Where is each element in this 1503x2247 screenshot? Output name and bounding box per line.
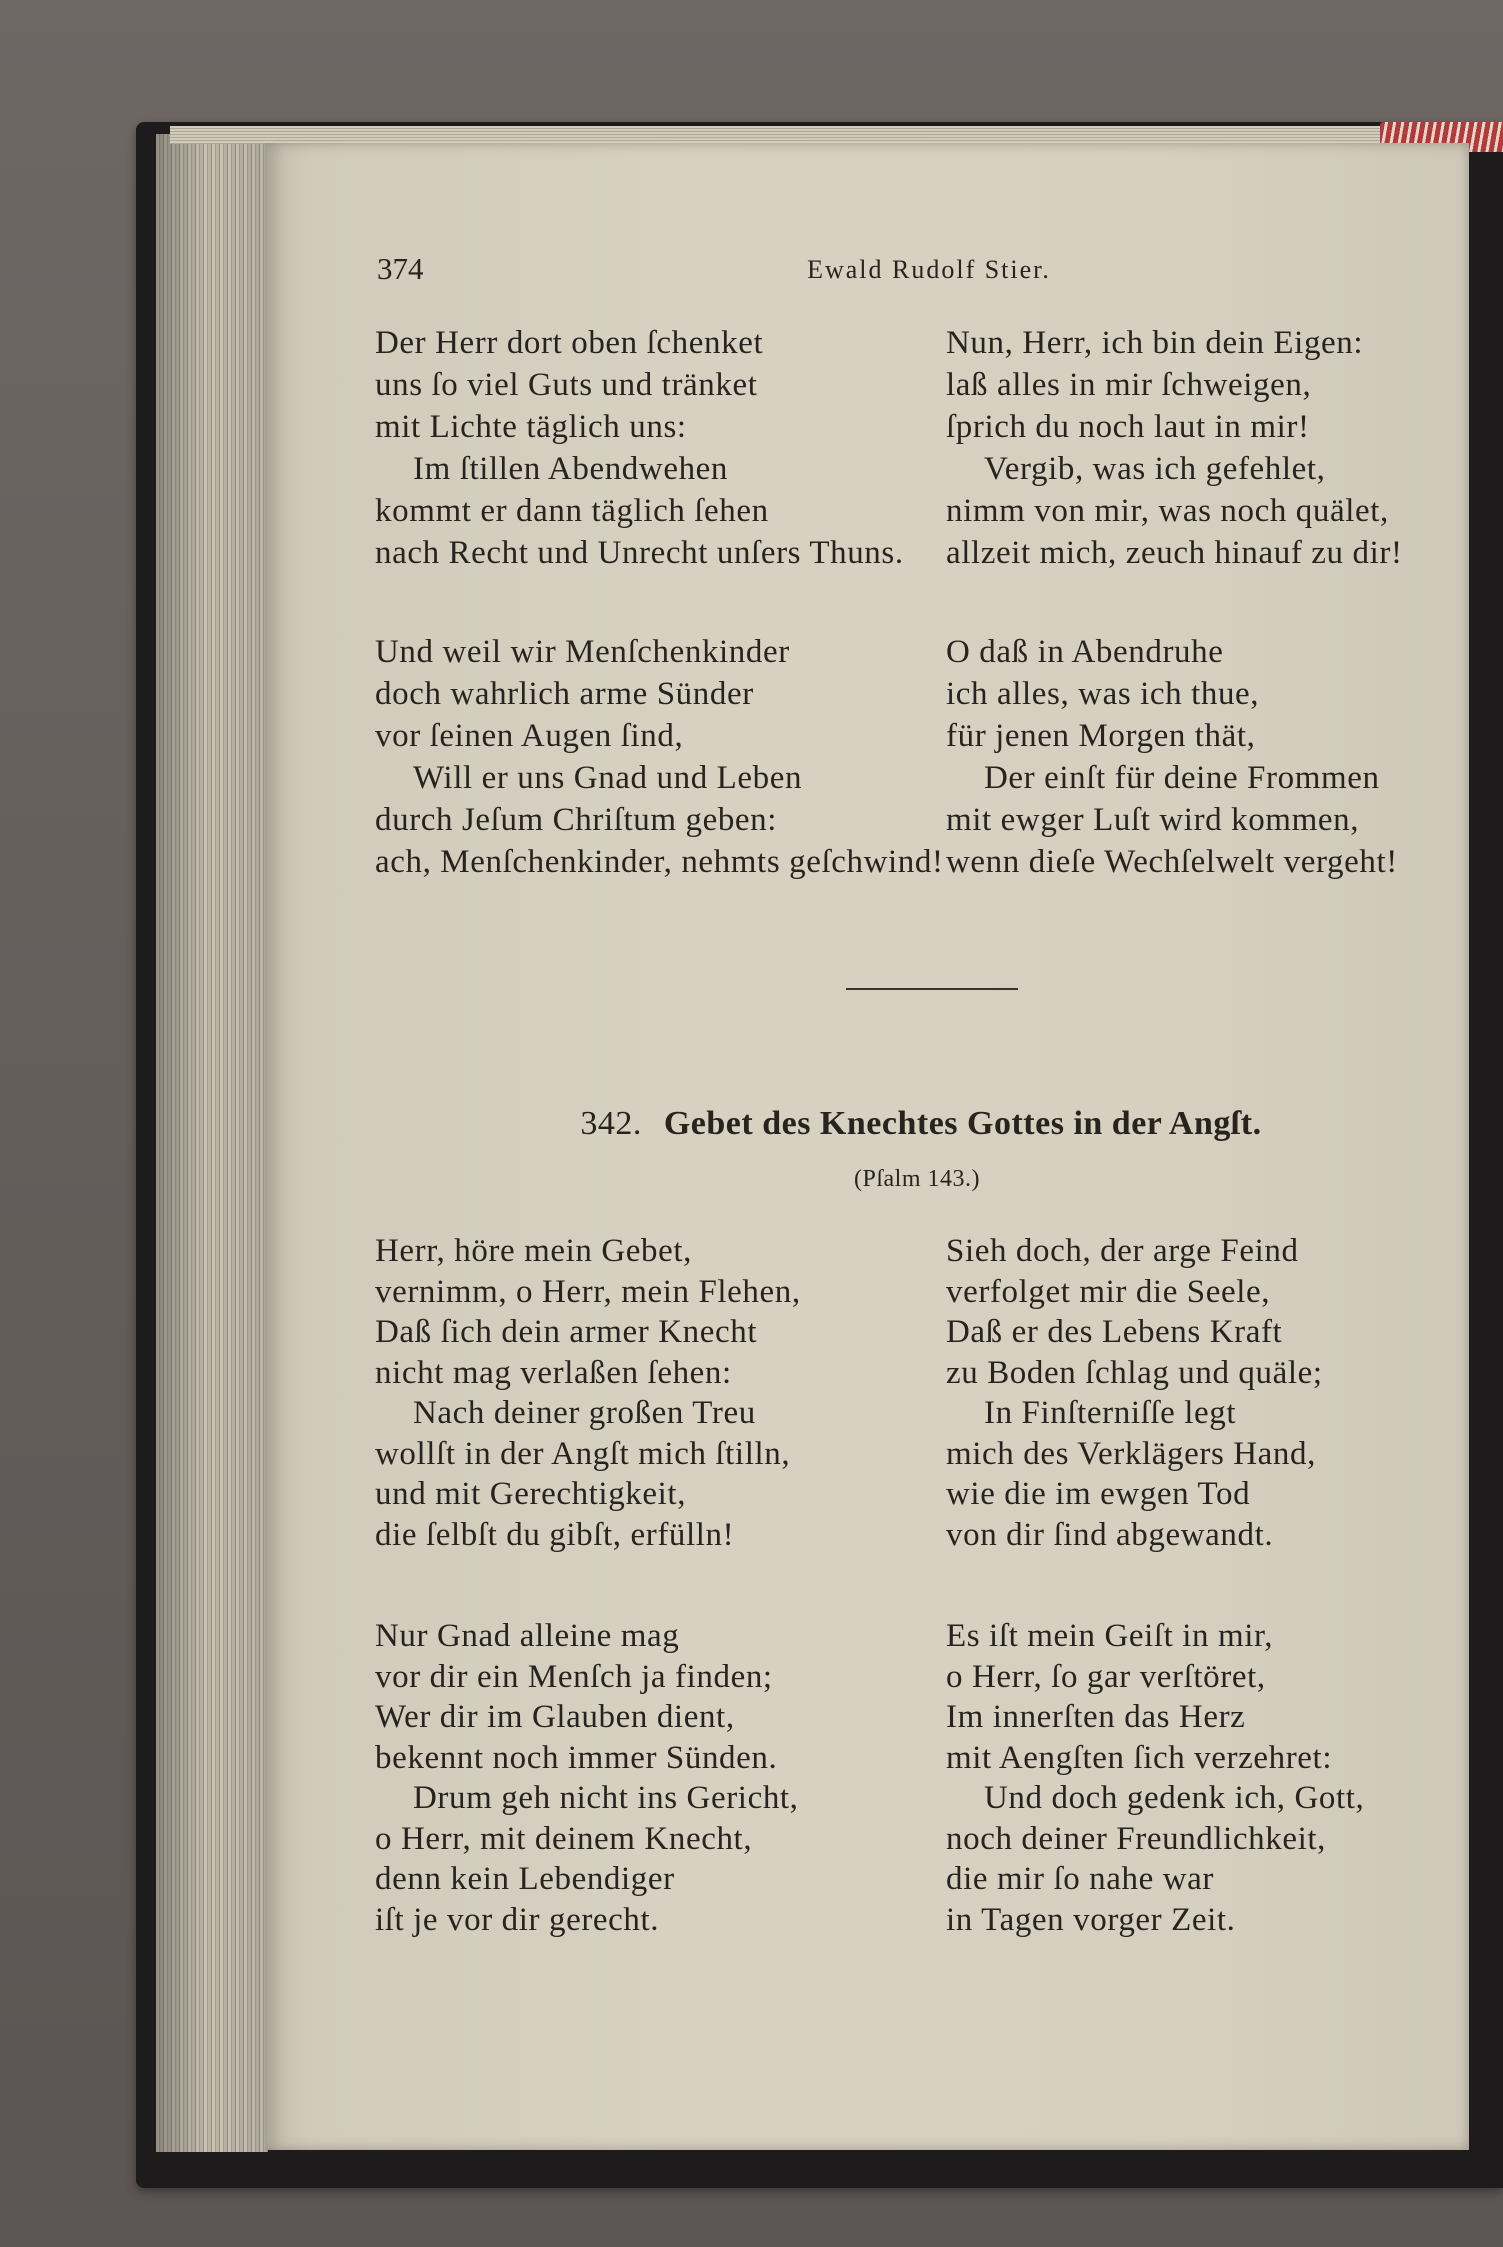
verse-line: mit Aengſten ſich verzehret: xyxy=(946,1739,1333,1776)
verse-line: bekennt noch immer Sünden. xyxy=(375,1739,778,1776)
verse-line: noch deiner Freundlichkeit, xyxy=(946,1820,1327,1857)
verse-line: Vergib, was ich gefehlet, xyxy=(984,451,1326,487)
verse-line: ach, Menſchenkinder, nehmts geſchwind! xyxy=(375,844,944,880)
verse-line: Nun, Herr, ich bin dein Eigen: xyxy=(946,325,1364,361)
verse-line: Nach deiner großen Treu xyxy=(413,1395,756,1431)
verse-line: Im innerſten das Herz xyxy=(946,1699,1246,1735)
verse-line: von dir ſind abgewandt. xyxy=(946,1516,1274,1553)
stanza xyxy=(946,1231,1323,1555)
verse-line: ich alles, was ich thue, xyxy=(946,676,1260,712)
verse-line: Im ſtillen Abendwehen xyxy=(413,451,729,487)
verse-line: uns ſo viel Guts und tränket xyxy=(375,367,758,403)
page-number: 374 xyxy=(377,251,424,286)
verse-line: Es iſt mein Geiſt in mir, xyxy=(946,1618,1274,1654)
verse-line: mich des Verklägers Hand, xyxy=(946,1435,1316,1472)
stanza xyxy=(375,1231,801,1555)
verse-line: Wer dir im Glauben dient, xyxy=(375,1699,735,1735)
verse-line: Daß er des Lebens Kraft xyxy=(946,1314,1283,1350)
verse-line: wie die im ewgen Tod xyxy=(946,1476,1251,1512)
verse-line: zu Boden ſchlag und quäle; xyxy=(946,1354,1323,1391)
verse-line: nach Recht und Unrecht unſers Thuns. xyxy=(375,535,904,571)
verse-line: In Finſterniſſe legt xyxy=(984,1395,1237,1431)
verse-line: die ſelbſt du gibſt, erfülln! xyxy=(375,1516,735,1553)
verse-line: die mir ſo nahe war xyxy=(946,1861,1214,1897)
verse-line: vernimm, o Herr, mein Flehen, xyxy=(375,1273,801,1310)
hymn-source: (Pſalm 143.) xyxy=(854,1166,980,1192)
verse-line: o Herr, mit deinem Knecht, xyxy=(375,1820,753,1857)
verse-line: Und doch gedenk ich, Gott, xyxy=(984,1780,1365,1816)
verse-line: Nur Gnad alleine mag xyxy=(375,1618,680,1654)
verse-line: wollſt in der Angſt mich ſtilln, xyxy=(375,1435,791,1472)
hymn-heading xyxy=(421,1102,1421,1146)
verse-line: durch Jeſum Chriſtum geben: xyxy=(375,802,778,838)
verse-line: denn kein Lebendiger xyxy=(375,1861,675,1897)
hymn-title: Gebet des Knechtes Gottes in der Angſt. xyxy=(663,1105,1262,1142)
verse-line: Drum geh nicht ins Gericht, xyxy=(413,1780,799,1816)
stanza xyxy=(375,631,944,883)
stanza xyxy=(946,322,1403,574)
page-edges-top xyxy=(170,126,1380,144)
section-divider xyxy=(846,988,1018,990)
verse-line: kommt er dann täglich ſehen xyxy=(375,493,769,529)
verse-line: mit ewger Luſt wird kommen, xyxy=(946,802,1360,838)
verse-line: mit Lichte täglich uns: xyxy=(375,409,687,445)
verse-line: laß alles in mir ſchweigen, xyxy=(946,367,1312,403)
verse-line: allzeit mich, zeuch hinauf zu dir! xyxy=(946,535,1403,571)
verse-line: verfolget mir die Seele, xyxy=(946,1273,1271,1310)
verse-line: in Tagen vorger Zeit. xyxy=(946,1901,1236,1938)
verse-line: Will er uns Gnad und Leben xyxy=(413,760,803,796)
verse-line: vor ſeinen Augen ſind, xyxy=(375,718,684,754)
verse-line: ſprich du noch laut in mir! xyxy=(946,409,1310,445)
verse-line: wenn dieſe Wechſelwelt vergeht! xyxy=(946,844,1398,880)
verse-line: Und weil wir Menſchenkinder xyxy=(375,634,790,670)
verse-line: und mit Gerechtigkeit, xyxy=(375,1476,687,1512)
verse-line: Der Herr dort oben ſchenket xyxy=(375,325,764,361)
verse-line: Daß ſich dein armer Knecht xyxy=(375,1314,758,1350)
running-title: Ewald Rudolf Stier. xyxy=(807,255,1051,284)
verse-line: doch wahrlich arme Sünder xyxy=(375,676,754,712)
page-edges-side xyxy=(156,134,268,2152)
verse-line: Herr, höre mein Gebet, xyxy=(375,1233,692,1269)
stanza xyxy=(946,631,1398,883)
verse-line: O daß in Abendruhe xyxy=(946,634,1224,670)
stanza xyxy=(375,322,904,574)
hymn-number: 342. xyxy=(580,1105,642,1142)
verse-line: nicht mag verlaßen ſehen: xyxy=(375,1354,732,1391)
verse-line: o Herr, ſo gar verſtöret, xyxy=(946,1658,1266,1695)
verse-line: vor dir ein Menſch ja finden; xyxy=(375,1658,773,1695)
verse-line: nimm von mir, was noch quälet, xyxy=(946,493,1389,529)
stanza xyxy=(946,1616,1364,1940)
verse-line: iſt je vor dir gerecht. xyxy=(375,1901,660,1938)
verse-line: Sieh doch, der arge Feind xyxy=(946,1233,1299,1269)
verse-line: für jenen Morgen thät, xyxy=(946,718,1256,754)
verse-line: Der einſt für deine Frommen xyxy=(984,760,1380,796)
stanza xyxy=(375,1616,799,1940)
